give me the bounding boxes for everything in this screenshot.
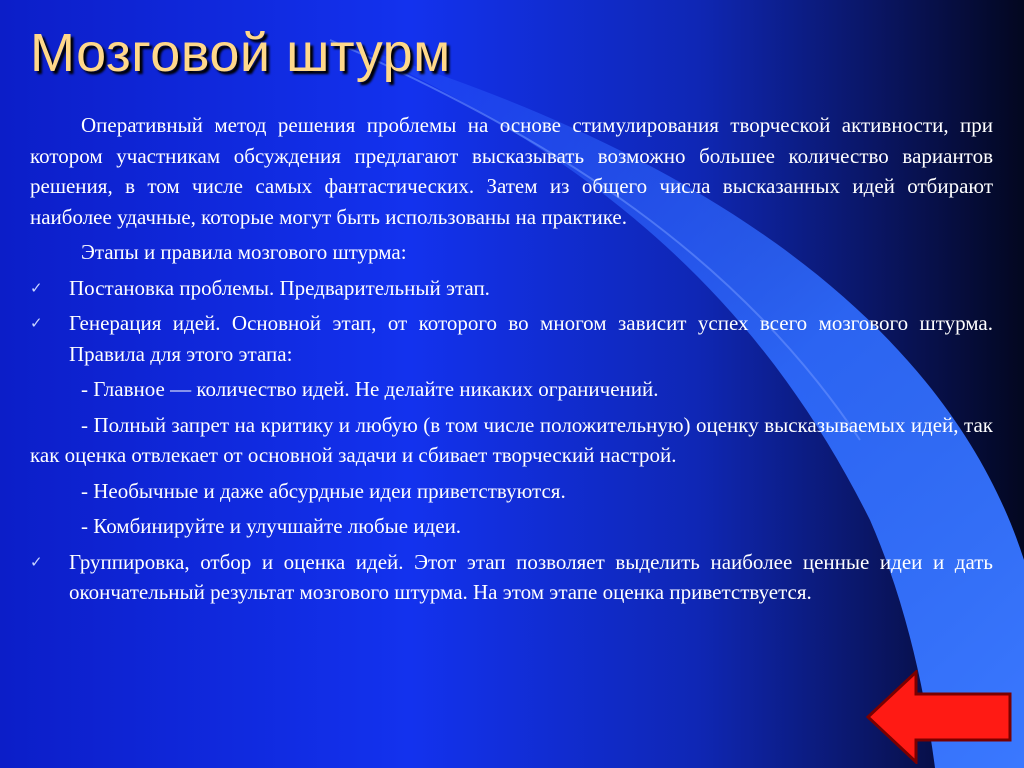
stage-text: Постановка проблемы. Предварительный этап. xyxy=(69,275,490,300)
checkmark-icon: ✓ xyxy=(30,278,43,297)
left-arrow-icon xyxy=(868,672,1010,762)
rule-item: - Необычные и даже абсурдные идеи приветствуются. xyxy=(81,478,566,503)
stage-item-1 xyxy=(30,273,993,304)
intro-paragraph: Оперативный метод решения проблемы на основе стимулирования творческой активности, при котором участникам обсуждения предлагают высказывать возможно большее количество вариантов решения, в том числе самых фантастических. Затем из общего числа высказанных идей отбирают наиболее удачные, которые могут быть использованы на практике. xyxy=(30,113,993,229)
stage-item-2 xyxy=(30,308,993,369)
back-button[interactable] xyxy=(866,670,1014,764)
rule-item: - Комбинируйте и улучшайте любые идеи. xyxy=(81,514,462,538)
stage-item-3 xyxy=(30,547,993,608)
slide-body xyxy=(30,110,993,613)
slide-title: Мозговой штурм xyxy=(30,23,451,83)
rule-item: - Главное — количество идей. Не делайте никаких ограничений. xyxy=(81,377,659,401)
stage-text: Генерация идей. Основной этап, от которого во многом зависит успех всего мозгового штурма. Правила для этого этапа: xyxy=(69,311,993,366)
checkmark-icon: ✓ xyxy=(30,314,43,332)
stages-heading: Этапы и правила мозгового штурма: xyxy=(81,240,407,264)
stage-text: Группировка, отбор и оценка идей. Этот этап позволяет выделить наиболее ценные идеи и дать окончательный результат мозгового штурма. На этом этапе оценка приветствуется. xyxy=(69,549,993,604)
rule-item: - Полный запрет на критику и любую (в том числе положительную) оценку высказываемых идей, так как оценка отвлекает от основной задачи и сбивает творческий настрой. xyxy=(30,412,993,467)
checkmark-icon: ✓ xyxy=(30,552,43,571)
